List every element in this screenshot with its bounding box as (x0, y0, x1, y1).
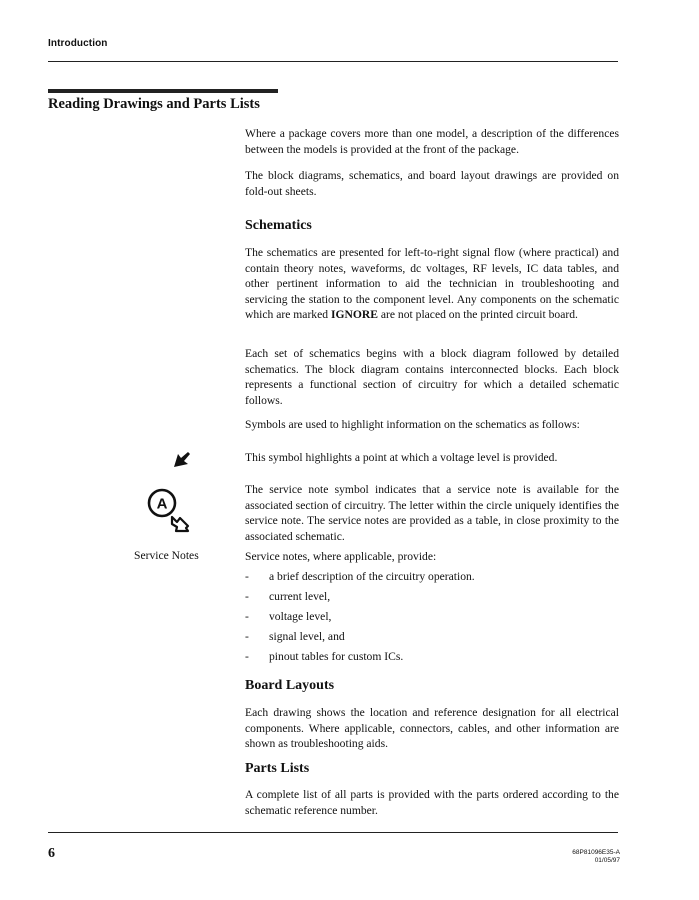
service-notes-list (245, 567, 475, 667)
ignore-keyword: IGNORE (330, 308, 378, 322)
list-item (245, 647, 475, 667)
service-note-symbol-text: The service note symbol indicates that a service note is available for the associated section of circuitry. The letter within the circle uniquely identifies the service note. The service notes are provided as a table, in close proximity to the associated schematic. (245, 483, 619, 543)
service-notes-caption: Service Notes (134, 549, 199, 562)
list-dash: - (245, 630, 249, 643)
parts-lists-paragraph: A complete list of all parts is provided with the parts ordered according to the schematic reference number. (245, 788, 619, 817)
list-item-text: current level, (269, 590, 331, 603)
list-item (245, 607, 475, 627)
service-notes-intro: Service notes, where applicable, provide: (245, 550, 437, 563)
list-item (245, 567, 475, 587)
list-item (245, 627, 475, 647)
footer-doc-info (560, 849, 620, 865)
voltage-point-icon (172, 450, 192, 470)
schematics-p1-text-a: The schematics are presented for left-to-right signal flow (where practical) and contain theory notes, waveforms, dc voltages, RF levels, IC data tables, and other pertinent information to aid the technician in troubleshooting and servicing the station to the component level. Any components on the schematic which are marked (245, 246, 619, 322)
service-note-icon (146, 487, 196, 537)
schematics-paragraph-2: Each set of schematics begins with a block diagram followed by detailed schematics. The block diagram contains interconnected blocks. Each block represents a functional section of circuitry for which a detailed schematic follows. (245, 347, 619, 407)
list-dash: - (245, 610, 249, 623)
parts-lists-heading: Parts Lists (245, 761, 310, 776)
intro-paragraph-1: Where a package covers more than one model, a description of the differences between the models is provided at the front of the package. (245, 127, 619, 156)
doc-code: 68P81096E35-A (572, 849, 620, 856)
list-item (245, 587, 475, 607)
list-item-text: voltage level, (269, 610, 332, 623)
schematics-paragraph-1 (245, 245, 619, 323)
schematics-p1-text-b: are not placed on the printed circuit board. (377, 308, 578, 322)
list-dash: - (245, 590, 249, 603)
list-dash: - (245, 570, 249, 583)
running-header: Introduction (48, 38, 108, 49)
page-number: 6 (48, 846, 55, 861)
intro-paragraph-2: The block diagrams, schematics, and board layout drawings are provided on fold-out sheets. (245, 169, 619, 198)
footer-rule (48, 832, 618, 833)
board-layouts-heading: Board Layouts (245, 678, 335, 693)
list-item-text: signal level, and (269, 630, 345, 643)
list-item-text: a brief description of the circuitry operation. (269, 570, 475, 583)
schematics-paragraph-3: Symbols are used to highlight information on the schematics as follows: (245, 418, 580, 431)
list-item-text: pinout tables for custom ICs. (269, 650, 404, 663)
header-rule (48, 61, 618, 62)
schematics-heading: Schematics (245, 218, 312, 233)
doc-date: 01/05/97 (594, 857, 620, 864)
section-title: Reading Drawings and Parts Lists (48, 96, 260, 112)
section-title-bar (48, 89, 278, 93)
voltage-symbol-text: This symbol highlights a point at which a voltage level is provided. (245, 451, 558, 464)
list-dash: - (245, 650, 249, 663)
service-note-letter: A (156, 495, 168, 513)
board-layouts-paragraph: Each drawing shows the location and reference designation for all electrical components. Where applicable, connectors, cables, and other information are shown as troubleshooting aids. (245, 706, 619, 751)
